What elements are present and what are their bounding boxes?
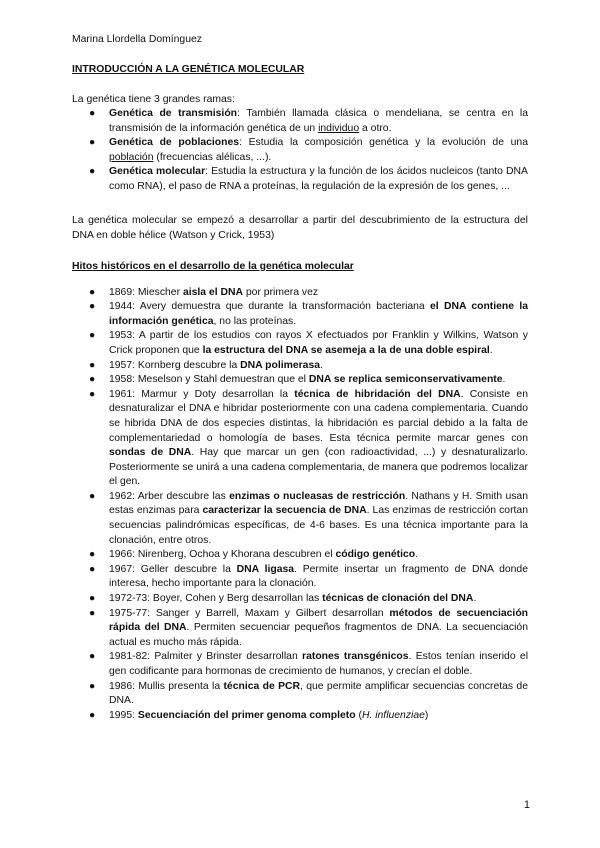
bullet-icon: ● [89,374,96,386]
milestone-item: ● 1967: Geller descubre la DNA ligasa. Permite insertar un fragmento de DNA donde interesa, hecho importante para la clonación. [89,563,528,590]
bullet-icon: ● [89,549,96,561]
section-title: Hitos históricos en el desarrollo de la genética molecular [72,260,354,272]
branch-item: ● Genética de poblaciones: Estudia la composición genética y la evolución de una población (frecuencias alélicas, ...). [89,137,528,163]
milestone-item: ● 1981-82: Palmiter y Brinster desarrollan ratones transgénicos. Estos tenían inserido el gen codificante para hormonas de crecimiento de humanos, y crecían el doble. [89,651,529,677]
document-title: INTRODUCCIÓN A LA GENÉTICA MOLECULAR [72,64,305,75]
milestone-item: ● 1953: A partir de los estudios con rayos X efectuados por Franklin y Wilkins, Watson y Crick proponen que la estructura del DNA se asemeja a la de una doble espiral. [89,330,528,356]
bullet-icon: ● [89,137,96,149]
page-number: 1 [523,799,530,811]
branch-name: Genética molecular [109,166,206,178]
milestone-item: ● 1995: Secuenciación del primer genoma completo (H. influenziae) [72,709,528,724]
milestone-item: ● 1972-73: Boyer, Cohen y Berg desarrollan las técnicas de clonación del DNA. [72,592,528,607]
bullet-icon: ● [89,593,96,605]
branch-name: Genética de poblaciones [109,137,240,149]
bullet-icon: ● [89,607,96,619]
milestone-item: ● 1944: Avery demuestra que durante la transformación bacteriana el DNA contiene la información genética, no las proteínas. [89,301,529,327]
bullet-icon: ● [89,108,96,119]
author-header: Marina Llordella Domínguez [72,34,202,45]
branches-list [72,107,528,195]
bullet-icon: ● [89,166,96,178]
milestone-item: ● 1962: Arber descubre las enzimas o nucleasas de restricción. Nathans y H. Smith usan estas enzimas para caracterizar la secuencia de DNA. Las enzimas de restricción cortan secuencias palindrómicas específicas, de 4-6 bases. Es una técnica importante para la clonación, entre otros. [89,490,528,546]
paragraph: La genética molecular se empezó a desarrollar a partir del descubrimiento de la estructura del DNA en doble hélice (Watson y Crick, 1953) [72,214,528,241]
term-link[interactable]: población [109,151,154,163]
milestone-item: ● 1869: Miescher aisla el DNA por primera vez [72,286,528,301]
milestone-item: ● 1958: Meselson y Stahl demuestran que el DNA se replica semiconservativamente. [72,373,528,388]
bullet-icon: ● [89,680,96,692]
bullet-icon: ● [89,563,96,575]
bullet-icon: ● [89,388,96,400]
intro-text: La genética tiene 3 grandes ramas: [72,94,235,105]
bullet-icon: ● [89,301,96,313]
branch-item: ● Genética de transmisión: También llamada clásica o mendeliana, se centra en la transmisión de la información genética de un individuo a otro. [89,108,528,134]
milestone-item: ● 1986: Mullis presenta la técnica de PCR, que permite amplificar secuencias concretas de DNA. [89,680,528,707]
milestone-item: ● 1961: Marmur y Doty desarrollan la técnica de hibridación del DNA. Consiste en desnaturalizar el DNA e hibridar posteriormente con una cadena complementaria. Cuando se hibrida DNA de dos especies distintas, la hibridación es parcial debido a la falta de complementariedad o homología de bases. Esta técnica permite marcar genes con sondas de DNA. Hay que marcar un gen (con radioactividad, ...) y desnaturalizarlo. Posteriormente se unirá a una cadena complementaria, de manera que podremos localizar el gen. [89,388,528,488]
bullet-icon: ● [89,709,96,721]
bullet-icon: ● [89,651,96,663]
bullet-icon: ● [89,286,96,298]
document-page [72,34,528,723]
milestone-item: ● 1975-77: Sanger y Barrell, Maxam y Gilbert desarrollan métodos de secuenciación rápida del DNA. Permiten secuenciar pequeños fragmentos de DNA. La secuenciación actual es mucho más rápida. [89,607,529,648]
milestone-item: ● 1966: Nirenberg, Ochoa y Khorana descubren el código genético. [72,548,528,563]
branch-name: Genética de transmisión [109,108,238,119]
term-link[interactable]: individuo [318,122,360,134]
branch-item: ● Genética molecular: Estudia la estructura y la función de los ácidos nucleicos (tanto DNA como RNA), el paso de RNA a proteínas, la regulación de la expresión de los genes, ... [89,166,528,192]
milestones-list [72,286,528,724]
bullet-icon: ● [89,490,96,502]
bullet-icon: ● [89,330,96,342]
milestone-item: ● 1957: Kornberg descubre la DNA polimerasa. [72,359,528,374]
bullet-icon: ● [89,359,96,371]
